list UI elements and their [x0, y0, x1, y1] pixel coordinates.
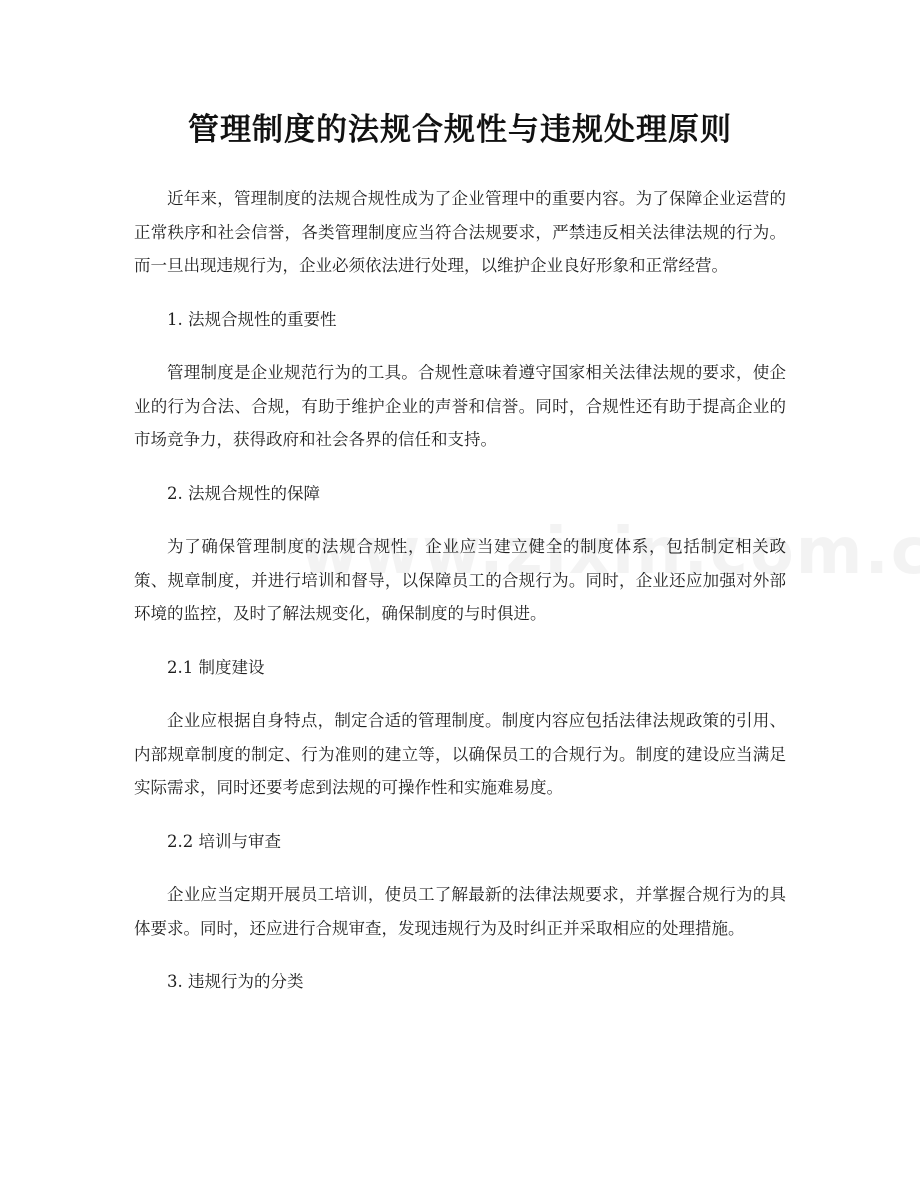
section-heading-2-1: 2.1 制度建设	[167, 657, 265, 677]
paragraph-intro: 近年来，管理制度的法规合规性成为了企业管理中的重要内容。为了保障企业运营的正常秩序和社会信誉，各类管理制度应当符合法规要求，严禁违反相关法律法规的行为。而一旦出现违规行为，企业必须依法进行处理，以维护企业良好形象和正常经营。	[134, 189, 786, 275]
document-body	[134, 182, 786, 999]
section-heading-1: 1. 法规合规性的重要性	[167, 309, 337, 329]
section-heading-2: 2. 法规合规性的保障	[167, 483, 320, 503]
section-heading-3: 3. 违规行为的分类	[167, 972, 304, 991]
section-heading-2-2: 2.2 培训与审查	[167, 831, 281, 851]
paragraph-section-2: 为了确保管理制度的法规合规性，企业应当建立健全的制度体系，包括制定相关政策、规章制度，并进行培训和督导，以保障员工的合规行为。同时，企业还应加强对外部环境的监控，及时了解法规变化，确保制度的与时俱进。	[134, 537, 786, 623]
document-title: 管理制度的法规合规性与违规处理原则	[188, 112, 732, 148]
paragraph-section-2-2: 企业应当定期开展员工培训，使员工了解最新的法律法规要求，并掌握合规行为的具体要求。同时，还应进行合规审查，发现违规行为及时纠正并采取相应的处理措施。	[134, 885, 786, 938]
paragraph-section-2-1: 企业应根据自身特点，制定合适的管理制度。制度内容应包括法律法规政策的引用、内部规章制度的制定、行为准则的建立等，以确保员工的合规行为。制度的建设应当满足实际需求，同时还要考虑到法规的可操作性和实施难易度。	[134, 711, 786, 797]
paragraph-section-1: 管理制度是企业规范行为的工具。合规性意味着遵守国家相关法律法规的要求，使企业的行为合法、合规，有助于维护企业的声誉和信誉。同时，合规性还有助于提高企业的市场竞争力，获得政府和社会各界的信任和支持。	[134, 363, 786, 449]
